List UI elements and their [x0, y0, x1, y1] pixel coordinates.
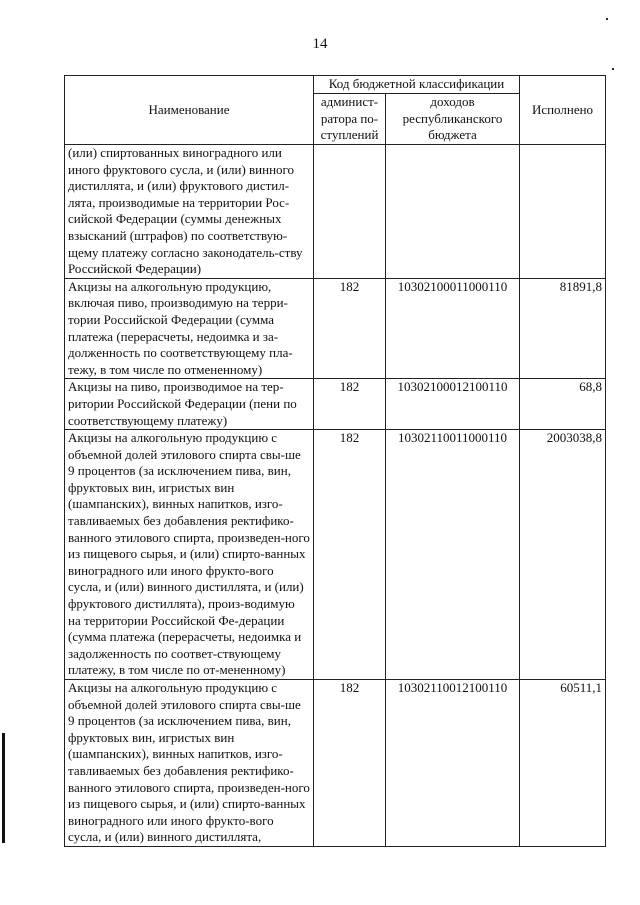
page-number: 14 [312, 36, 328, 52]
header-classification: Код бюджетной классификации [314, 76, 520, 94]
row-name: Акцизы на алкогольную продукцию с объемной долей этилового спирта свы-ше 9 процентов (за исключением пива, вин, фруктовых вин, игристых вин (шампанских), винных напитков, изго-тавливаемых без добавления ректифико-ванного этилового спирта, произведен-ного из пищевого сырья, и (или) спирто-ванных виноградного или иного фрукто-вого сусла, и (или) винного дистиллята, и (или) фруктового дистиллята), произ-водимую на территории Российской Фе-дерации (сумма платежа (перерасчеты, недоимка и задолженность по соответ-ствующему платежу, в том числе по от-мененному) [65, 430, 314, 680]
row-executed: 68,8 [520, 379, 606, 430]
header-name: Наименование [65, 76, 314, 145]
header-executed: Исполнено [520, 76, 606, 145]
row-executed: 81891,8 [520, 278, 606, 379]
row-admin-code: 182 [314, 379, 386, 430]
row-admin-code: 182 [314, 680, 386, 847]
table-row [65, 379, 606, 430]
row-admin-code [314, 145, 386, 279]
row-executed: 2003038,8 [520, 430, 606, 680]
scan-speck [612, 68, 614, 70]
table-row [65, 145, 606, 279]
row-revenue-code: 10302100011000110 [386, 278, 520, 379]
table-row [65, 680, 606, 847]
header-row [65, 76, 606, 94]
row-revenue-code: 10302110012100110 [386, 680, 520, 847]
row-executed: 60511,1 [520, 680, 606, 847]
scan-margin-bar [2, 733, 5, 843]
row-name: Акцизы на алкогольную продукцию, включая пиво, производимую на терри-тории Российской Федерации (сумма платежа (перерасчеты, недоимка и за-долженность по соответствующему пла-тежу, в том числе по отмененному) [65, 278, 314, 379]
row-revenue-code: 10302100012100110 [386, 379, 520, 430]
row-revenue-code [386, 145, 520, 279]
scan-speck [606, 18, 608, 20]
header-revenue: доходов республиканского бюджета [386, 93, 520, 144]
row-name: (или) спиртованных виноградного или иного фруктового сусла, и (или) винного дистиллята, и (или) фруктового дистил-лята, производимые на территории Рос-сийской Федерации (суммы денежных взысканий (штрафов) по соответствую-щему платежу согласно законодатель-ству Российской Федерации) [65, 145, 314, 279]
header-admin: админист-ратора по-ступлений [314, 93, 386, 144]
table-row [65, 278, 606, 379]
row-admin-code: 182 [314, 278, 386, 379]
row-executed [520, 145, 606, 279]
row-name: Акцизы на алкогольную продукцию с объемной долей этилового спирта свы-ше 9 процентов (за исключением пива, вин, фруктовых вин, игристых вин (шампанских), винных напитков, изго-тавливаемых без добавления ректифико-ванного этилового спирта, произведен-ного из пищевого сырья, и (или) спирто-ванных виноградного или иного фрукто-вого сусла, и (или) винного дистиллята, [65, 680, 314, 847]
row-admin-code: 182 [314, 430, 386, 680]
table-row [65, 430, 606, 680]
row-revenue-code: 10302110011000110 [386, 430, 520, 680]
budget-table [64, 75, 606, 847]
row-name: Акцизы на пиво, производимое на тер-ритории Российской Федерации (пени по соответствующему платежу) [65, 379, 314, 430]
